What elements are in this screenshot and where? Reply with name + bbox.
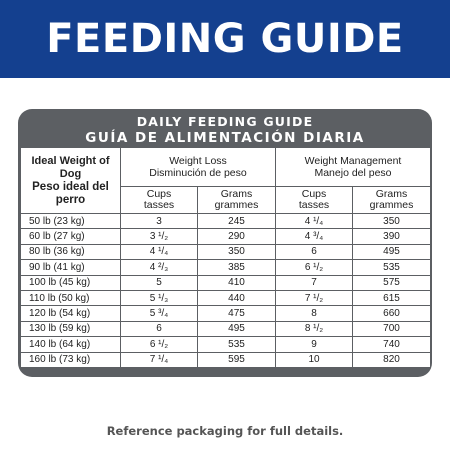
- weight-loss-grams-cell: 350: [198, 244, 276, 259]
- footer-note: Reference packaging for full details.: [106, 424, 344, 438]
- weight-loss-header: [121, 148, 276, 187]
- dog-weight-cell: 140 lb (64 kg): [21, 337, 121, 352]
- weight-loss-cups-cell: 6: [121, 321, 198, 336]
- weight-loss-grams-cell: 495: [198, 321, 276, 336]
- grammes-label: grammes: [369, 199, 414, 211]
- weight-management-grams-cell: 390: [353, 229, 431, 244]
- wl-cups-header: [121, 187, 198, 214]
- weight-management-grams-cell: 615: [353, 290, 431, 305]
- weight-management-cups-cell: 6 ¹/₂: [276, 260, 353, 275]
- table-row: [21, 306, 431, 321]
- weight-management-label-es: Manejo del peso: [314, 167, 392, 179]
- weight-loss-cups-cell: 3: [121, 214, 198, 229]
- weight-loss-grams-cell: 595: [198, 352, 276, 367]
- weight-loss-label-en: Weight Loss: [169, 155, 227, 167]
- weight-management-cups-cell: 7: [276, 275, 353, 290]
- dog-weight-cell: 130 lb (59 kg): [21, 321, 121, 336]
- table-row: [21, 214, 431, 229]
- dog-weight-cell: 160 lb (73 kg): [21, 352, 121, 367]
- dog-weight-header: [21, 148, 121, 214]
- weight-loss-cups-cell: 7 ¹/₄: [121, 352, 198, 367]
- weight-loss-cups-cell: 4 ²/₃: [121, 260, 198, 275]
- weight-management-grams-cell: 660: [353, 306, 431, 321]
- dog-weight-cell: 60 lb (27 kg): [21, 229, 121, 244]
- table-row: [21, 260, 431, 275]
- weight-management-grams-cell: 575: [353, 275, 431, 290]
- dog-weight-header-en: Ideal Weight of Dog: [31, 154, 110, 180]
- weight-management-cups-cell: 9: [276, 337, 353, 352]
- weight-management-cups-cell: 10: [276, 352, 353, 367]
- cups-label: Cups: [301, 188, 327, 200]
- page-title: FEEDING GUIDE: [46, 16, 404, 62]
- card-title-fr: GUÍA DE ALIMENTACIÓN DIARIA: [85, 130, 365, 146]
- grams-label: Grams: [220, 188, 253, 200]
- weight-management-grams-cell: 535: [353, 260, 431, 275]
- card-title: [18, 113, 432, 147]
- weight-management-header: [276, 148, 431, 187]
- weight-loss-grams-cell: 385: [198, 260, 276, 275]
- weight-management-cups-cell: 4 ¹/₄: [276, 214, 353, 229]
- dog-weight-cell: 120 lb (54 kg): [21, 306, 121, 321]
- weight-management-cups-cell: 7 ¹/₂: [276, 290, 353, 305]
- grams-label: Grams: [375, 188, 408, 200]
- weight-loss-cups-cell: 3 ¹/₂: [121, 229, 198, 244]
- dog-weight-cell: 110 lb (50 kg): [21, 290, 121, 305]
- weight-management-label-en: Weight Management: [304, 155, 402, 167]
- dog-weight-cell: 90 lb (41 kg): [21, 260, 121, 275]
- weight-management-grams-cell: 495: [353, 244, 431, 259]
- table-row: [21, 290, 431, 305]
- weight-loss-grams-cell: 440: [198, 290, 276, 305]
- tasses-label: tasses: [298, 199, 330, 211]
- wm-grams-header: [353, 187, 431, 214]
- weight-management-cups-cell: 8: [276, 306, 353, 321]
- weight-loss-cups-cell: 4 ¹/₄: [121, 244, 198, 259]
- dog-weight-cell: 100 lb (45 kg): [21, 275, 121, 290]
- weight-management-cups-cell: 8 ¹/₂: [276, 321, 353, 336]
- dog-weight-header-es: Peso ideal del perro: [32, 180, 109, 206]
- table-row: [21, 352, 431, 367]
- weight-loss-grams-cell: 475: [198, 306, 276, 321]
- weight-management-cups-cell: 4 ³/₄: [276, 229, 353, 244]
- grammes-label: grammes: [214, 199, 259, 211]
- weight-loss-cups-cell: 6 ¹/₂: [121, 337, 198, 352]
- feeding-guide-banner: [0, 0, 450, 78]
- table-row: [21, 244, 431, 259]
- weight-management-grams-cell: 740: [353, 337, 431, 352]
- wl-grams-header: [198, 187, 276, 214]
- dog-weight-cell: 80 lb (36 kg): [21, 244, 121, 259]
- table-row: [21, 229, 431, 244]
- table-row: [21, 275, 431, 290]
- table-row: [21, 337, 431, 352]
- weight-loss-label-es: Disminución de peso: [149, 167, 247, 179]
- weight-loss-grams-cell: 245: [198, 214, 276, 229]
- cups-label: Cups: [146, 188, 172, 200]
- weight-management-cups-cell: 6: [276, 244, 353, 259]
- feeding-table: [20, 147, 431, 368]
- wm-cups-header: [276, 187, 353, 214]
- card-title-en: DAILY FEEDING GUIDE: [136, 114, 314, 129]
- feeding-table-body: [21, 214, 431, 368]
- weight-loss-cups-cell: 5 ³/₄: [121, 306, 198, 321]
- weight-loss-cups-cell: 5 ¹/₃: [121, 290, 198, 305]
- table-row: [21, 321, 431, 336]
- dog-weight-cell: 50 lb (23 kg): [21, 214, 121, 229]
- feeding-table-card: [18, 109, 432, 377]
- weight-loss-cups-cell: 5: [121, 275, 198, 290]
- weight-loss-grams-cell: 535: [198, 337, 276, 352]
- tasses-label: tasses: [143, 199, 175, 211]
- weight-loss-grams-cell: 290: [198, 229, 276, 244]
- weight-management-grams-cell: 700: [353, 321, 431, 336]
- weight-loss-grams-cell: 410: [198, 275, 276, 290]
- weight-management-grams-cell: 820: [353, 352, 431, 367]
- weight-management-grams-cell: 350: [353, 214, 431, 229]
